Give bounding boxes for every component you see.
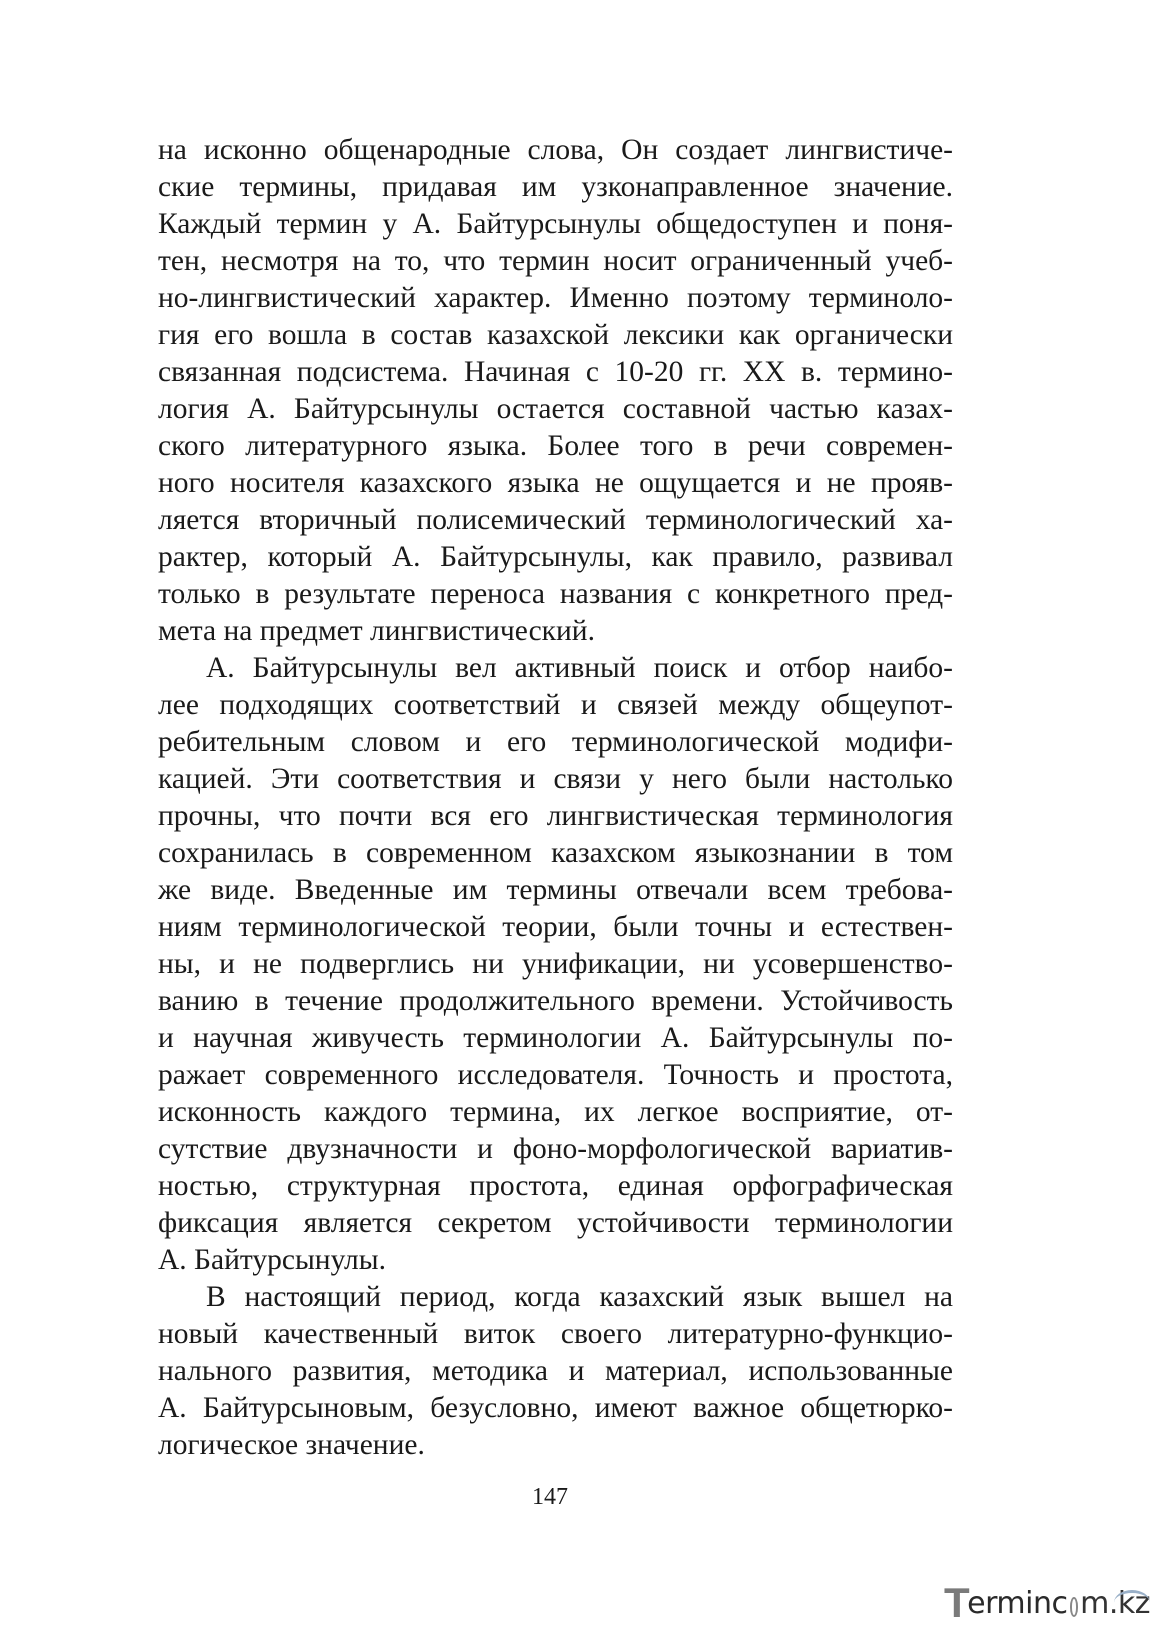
- text-line: на исконно общенародные слова, Он создает лингвистиче-: [158, 134, 953, 166]
- text-line: фиксация является секретом устойчивости терминологии: [158, 1207, 953, 1239]
- text-line: исконность каждого термина, их легкое восприятие, от-: [158, 1096, 953, 1128]
- text-line: Каждый термин у А. Байтурсынулы общедоступен и поня-: [158, 208, 953, 240]
- text-line: А. Байтурсынулы вел активный поиск и отбор наибо-: [206, 652, 953, 684]
- watermark-domain: m.kz: [1080, 1585, 1150, 1621]
- text-line: и научная живучесть терминологии А. Байтурсынулы по-: [158, 1022, 953, 1054]
- body-text: [158, 132, 953, 1464]
- text-line: же виде. Введенные им термины отвечали всем требова-: [158, 874, 953, 906]
- text-line: ного носителя казахского языка не ощущается и не прояв-: [158, 467, 953, 499]
- text-line: А. Байтурсынулы.: [158, 1244, 386, 1276]
- text-line: ны, и не подверглись ни унификации, ни усовершенство-: [158, 948, 953, 980]
- text-line: логия А. Байтурсынулы остается составной частью казах-: [158, 393, 953, 425]
- text-line: гия его вошла в состав казахской лексики как органически: [158, 319, 953, 351]
- text-line: ниям терминологической теории, были точны и естествен-: [158, 911, 953, 943]
- text-line: ванию в течение продолжительного времени. Устойчивость: [158, 985, 953, 1017]
- text-line: лее подходящих соответствий и связей между общеупот-: [158, 689, 953, 721]
- text-line: ляется вторичный полисемический терминологический ха-: [158, 504, 953, 536]
- text-line: кацией. Эти соответствия и связи у него были настолько: [158, 763, 953, 795]
- text-line: но-лингвистический характер. Именно поэтому терминоло-: [158, 282, 953, 314]
- paragraph: [158, 1279, 953, 1464]
- text-line: тен, несмотря на то, что термин носит ограниченный учеб-: [158, 245, 953, 277]
- text-line: нального развития, методика и материал, использованные: [158, 1355, 953, 1387]
- text-line: связанная подсистема. Начиная с 10-20 гг. XX в. термино-: [158, 356, 953, 388]
- page-number: 147: [532, 1484, 568, 1510]
- text-line: ражает современного исследователя. Точность и простота,: [158, 1059, 953, 1091]
- watermark-arc-icon: [1114, 1590, 1150, 1615]
- watermark-text-part1: erminc: [967, 1585, 1068, 1621]
- text-line: ского литературного языка. Более того в речи современ-: [158, 430, 953, 462]
- text-line: новый качественный виток своего литературно-функцио-: [158, 1318, 953, 1350]
- text-line: ностью, структурная простота, единая орфографическая: [158, 1170, 953, 1202]
- watermark-o-icon: [1070, 1597, 1079, 1617]
- text-line: А. Байтурсыновым, безусловно, имеют важное общетюрко-: [158, 1392, 953, 1424]
- text-line: логическое значение.: [158, 1429, 425, 1461]
- text-line: сутствие двузначности и фоно-морфологической вариатив-: [158, 1133, 953, 1165]
- text-line: только в результате переноса названия с конкретного пред-: [158, 578, 953, 610]
- text-line: ские термины, придавая им узконаправленное значение.: [158, 171, 953, 203]
- paragraph: [158, 650, 953, 1279]
- text-line: прочны, что почти вся его лингвистическая терминология: [158, 800, 953, 832]
- watermark-t: T: [944, 1579, 970, 1626]
- watermark-logo: [944, 1581, 1150, 1625]
- paragraph: [158, 132, 953, 650]
- text-line: мета на предмет лингвистический.: [158, 615, 595, 647]
- watermark-text-part2: [1080, 1586, 1150, 1621]
- text-line: сохранилась в современном казахском языкознании в том: [158, 837, 953, 869]
- text-line: В настоящий период, когда казахский язык вышел на: [206, 1281, 953, 1313]
- text-line: ребительным словом и его терминологической модифи-: [158, 726, 953, 758]
- text-line: рактер, который А. Байтурсынулы, как правило, развивал: [158, 541, 953, 573]
